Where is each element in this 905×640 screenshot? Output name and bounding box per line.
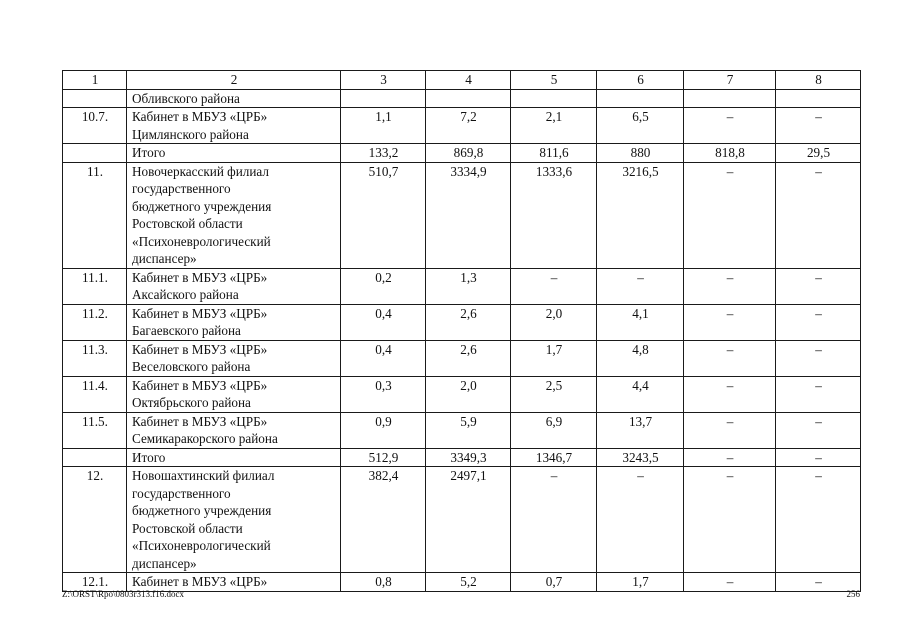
row-number: 11.2. — [63, 304, 127, 340]
value-cell-col-5: 2,5 — [511, 376, 597, 412]
row-name — [127, 162, 341, 268]
row-name-line: Кабинет в МБУЗ «ЦРБ» — [132, 574, 268, 589]
row-name — [127, 412, 341, 448]
header-cell-3: 3 — [341, 71, 426, 90]
value-cell-col-8: – — [776, 304, 861, 340]
value-cell-col-3: 0,3 — [341, 376, 426, 412]
row-number: 11.3. — [63, 340, 127, 376]
value-cell-col-4: 2497,1 — [426, 467, 511, 573]
row-name-line: Кабинет в МБУЗ «ЦРБ» — [132, 109, 268, 124]
row-name — [127, 89, 341, 108]
value-cell-col-4: 869,8 — [426, 144, 511, 163]
row-name-line: Итого — [132, 145, 166, 160]
value-cell-col-7: – — [684, 448, 776, 467]
value-cell-col-4: 3334,9 — [426, 162, 511, 268]
row-name-line: Новочеркасский филиал — [132, 163, 269, 179]
row-name-line: Кабинет в МБУЗ «ЦРБ» — [132, 341, 268, 357]
value-cell-col-6: 4,1 — [597, 304, 684, 340]
value-cell-col-7: 818,8 — [684, 144, 776, 163]
value-cell-col-8: – — [776, 268, 861, 304]
row-number: 11.5. — [63, 412, 127, 448]
header-cell-7: 7 — [684, 71, 776, 90]
value-cell-col-3: 510,7 — [341, 162, 426, 268]
value-cell-col-4: 5,2 — [426, 573, 511, 592]
value-cell-col-8 — [776, 89, 861, 108]
row-name-line: бюджетного учреждения — [132, 503, 272, 518]
value-cell-col-7 — [684, 89, 776, 108]
row-name-line: Цимлянского района — [132, 126, 249, 142]
row-number — [63, 144, 127, 163]
row-name — [127, 144, 341, 163]
value-cell-col-3 — [341, 89, 426, 108]
table-row — [63, 162, 861, 268]
value-cell-col-3: 0,4 — [341, 340, 426, 376]
value-cell-col-7: – — [684, 412, 776, 448]
value-cell-col-6: 6,5 — [597, 108, 684, 144]
table-header-row — [63, 71, 861, 90]
row-name — [127, 448, 341, 467]
table-row — [63, 412, 861, 448]
value-cell-col-5: 811,6 — [511, 144, 597, 163]
value-cell-col-3: 0,2 — [341, 268, 426, 304]
value-cell-col-6: 13,7 — [597, 412, 684, 448]
row-name-line: Кабинет в МБУЗ «ЦРБ» — [132, 413, 268, 429]
header-cell-2: 2 — [127, 71, 341, 90]
value-cell-col-7: – — [684, 467, 776, 573]
value-cell-col-4: 2,6 — [426, 340, 511, 376]
row-name-line: Аксайского района — [132, 287, 239, 302]
table-row — [63, 340, 861, 376]
value-cell-col-5: 0,7 — [511, 573, 597, 592]
value-cell-col-7: – — [684, 108, 776, 144]
value-cell-col-8: – — [776, 340, 861, 376]
data-table — [62, 70, 861, 592]
value-cell-col-8: – — [776, 448, 861, 467]
header-cell-6: 6 — [597, 71, 684, 90]
value-cell-col-8: – — [776, 412, 861, 448]
row-name-line: диспансер» — [132, 555, 197, 571]
row-name-line: Ростовской области — [132, 520, 243, 536]
value-cell-col-8: – — [776, 376, 861, 412]
row-number: 11.1. — [63, 268, 127, 304]
value-cell-col-5: 1346,7 — [511, 448, 597, 467]
row-number: 11. — [63, 162, 127, 268]
value-cell-col-7: – — [684, 268, 776, 304]
value-cell-col-3: 382,4 — [341, 467, 426, 573]
value-cell-col-3: 0,4 — [341, 304, 426, 340]
row-name-line: Багаевского района — [132, 323, 241, 338]
row-name-line: Новошахтинский филиал — [132, 468, 275, 483]
value-cell-col-3: 0,9 — [341, 412, 426, 448]
table-body — [63, 71, 861, 592]
value-cell-col-7: – — [684, 340, 776, 376]
row-name-line: диспансер» — [132, 251, 197, 266]
row-name — [127, 304, 341, 340]
row-name-line: «Психоневрологический — [132, 538, 271, 553]
value-cell-col-6: – — [597, 467, 684, 573]
table-row — [63, 467, 861, 573]
value-cell-col-3: 0,8 — [341, 573, 426, 592]
header-cell-4: 4 — [426, 71, 511, 90]
row-name-line: Итого — [132, 449, 166, 465]
value-cell-col-8: – — [776, 573, 861, 592]
value-cell-col-7: – — [684, 304, 776, 340]
value-cell-col-6: – — [597, 268, 684, 304]
value-cell-col-6: 3243,5 — [597, 448, 684, 467]
value-cell-col-3: 1,1 — [341, 108, 426, 144]
row-name-line: Семикаракорского района — [132, 431, 278, 446]
total-row — [63, 144, 861, 163]
value-cell-col-6 — [597, 89, 684, 108]
row-name-line: государственного — [132, 485, 231, 501]
value-cell-col-5: 1333,6 — [511, 162, 597, 268]
row-name — [127, 340, 341, 376]
value-cell-col-7: – — [684, 162, 776, 268]
value-cell-col-5 — [511, 89, 597, 108]
value-cell-col-8: – — [776, 108, 861, 144]
row-number — [63, 448, 127, 467]
table-row — [63, 376, 861, 412]
value-cell-col-3: 512,9 — [341, 448, 426, 467]
row-name — [127, 268, 341, 304]
value-cell-col-4: 1,3 — [426, 268, 511, 304]
row-name-line: Обливского района — [132, 90, 240, 106]
row-name-line: бюджетного учреждения — [132, 198, 272, 214]
value-cell-col-8: – — [776, 162, 861, 268]
value-cell-col-8: – — [776, 467, 861, 573]
value-cell-col-4: 2,0 — [426, 376, 511, 412]
row-name — [127, 467, 341, 573]
value-cell-col-4: 3349,3 — [426, 448, 511, 467]
value-cell-col-7: – — [684, 376, 776, 412]
row-name-line: Октябрьского района — [132, 395, 251, 410]
row-name-line: Кабинет в МБУЗ «ЦРБ» — [132, 305, 268, 321]
value-cell-col-6: 880 — [597, 144, 684, 163]
value-cell-col-6: 4,4 — [597, 376, 684, 412]
value-cell-col-5: 6,9 — [511, 412, 597, 448]
table-row — [63, 108, 861, 144]
value-cell-col-8: 29,5 — [776, 144, 861, 163]
value-cell-col-6: 3216,5 — [597, 162, 684, 268]
header-cell-8: 8 — [776, 71, 861, 90]
row-number: 10.7. — [63, 108, 127, 144]
row-number: 12.1. — [63, 573, 127, 592]
value-cell-col-4: 7,2 — [426, 108, 511, 144]
value-cell-col-5: 2,1 — [511, 108, 597, 144]
row-name-line: Ростовской области — [132, 216, 243, 231]
value-cell-col-6: 4,8 — [597, 340, 684, 376]
value-cell-col-4: 2,6 — [426, 304, 511, 340]
row-name-line: Веселовского района — [132, 359, 251, 374]
header-cell-1: 1 — [63, 71, 127, 90]
table-row — [63, 89, 861, 108]
row-number: 11.4. — [63, 376, 127, 412]
value-cell-col-3: 133,2 — [341, 144, 426, 163]
header-cell-5: 5 — [511, 71, 597, 90]
value-cell-col-5: – — [511, 268, 597, 304]
value-cell-col-6: 1,7 — [597, 573, 684, 592]
table-row — [63, 268, 861, 304]
total-row — [63, 448, 861, 467]
row-name — [127, 108, 341, 144]
row-name — [127, 376, 341, 412]
row-number — [63, 89, 127, 108]
value-cell-col-4: 5,9 — [426, 412, 511, 448]
table-row — [63, 304, 861, 340]
value-cell-col-5: 1,7 — [511, 340, 597, 376]
footer-file-path: Z:\ORST\Rpo\0803r313.f16.docx — [62, 589, 184, 599]
row-number: 12. — [63, 467, 127, 573]
value-cell-col-5: 2,0 — [511, 304, 597, 340]
row-name-line: Кабинет в МБУЗ «ЦРБ» — [132, 377, 268, 393]
row-name-line: «Психоневрологический — [132, 233, 271, 249]
value-cell-col-4 — [426, 89, 511, 108]
row-name-line: Кабинет в МБУЗ «ЦРБ» — [132, 269, 268, 285]
value-cell-col-7: – — [684, 573, 776, 592]
row-name-line: государственного — [132, 181, 231, 196]
footer-page-number: 256 — [846, 589, 860, 599]
value-cell-col-5: – — [511, 467, 597, 573]
